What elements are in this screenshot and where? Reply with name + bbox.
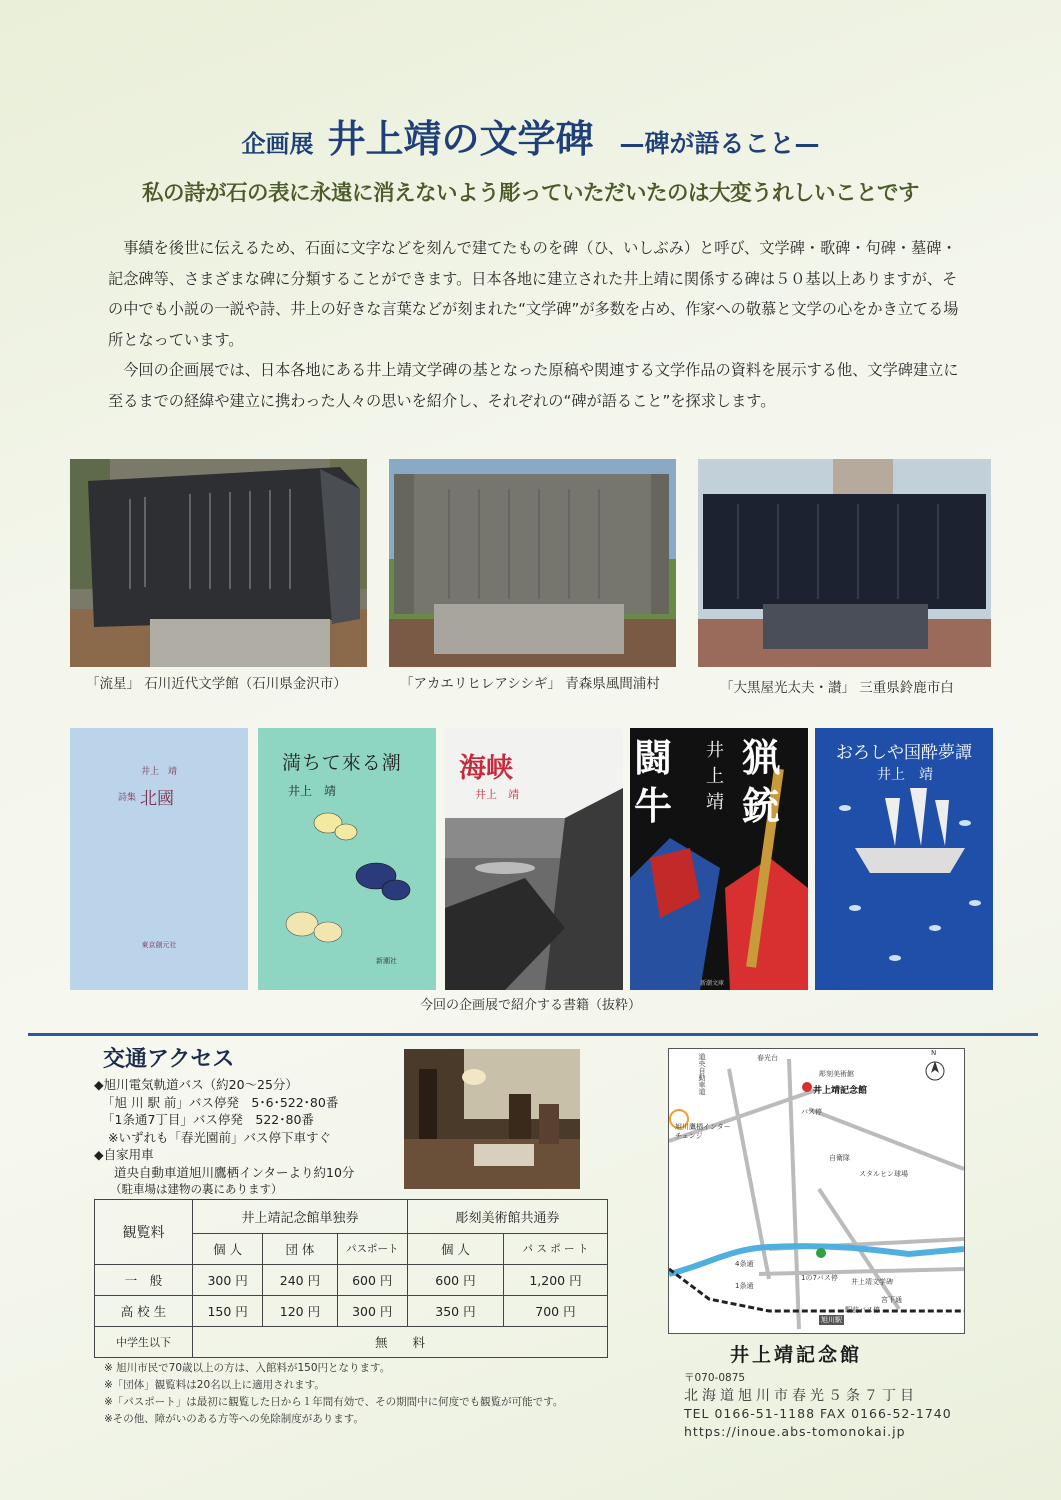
map-label-miyashita: 宮下通 [881, 1296, 902, 1304]
book-togyu-author-1: 井 [706, 740, 724, 761]
museum-contact [684, 1370, 952, 1440]
ship-illustration [815, 728, 993, 990]
book-oroshiya [815, 728, 993, 990]
book-hokkoku-publisher: 東京創元社 [141, 941, 177, 949]
book-oroshiya-author: 井上 靖 [877, 767, 933, 783]
fee-row-junior [95, 1327, 608, 1358]
map-north: N [931, 1049, 937, 1057]
map-label-jsdf: 自衛隊 [829, 1154, 850, 1162]
monument-photo-daikokuya [698, 459, 991, 667]
monument-photo-ryusei [70, 459, 367, 667]
access-line-bus-2: 「1条通7丁目」バス停発 522･80番 [102, 1112, 314, 1127]
title-subtitle: —碑が語ること— [619, 129, 820, 158]
fee-group-common: 彫刻美術館共通券 [407, 1200, 607, 1234]
fee-cell: 700 円 [503, 1296, 607, 1327]
fee-cell: 300 円 [337, 1296, 407, 1327]
fee-notes [104, 1360, 563, 1428]
note-4: ※その他、障がいのある方等への免除制度があります。 [104, 1413, 364, 1425]
book-kaikyo-title: 海峡 [459, 753, 513, 784]
book-togyu-char-2: 牛 [634, 783, 673, 828]
book-hokkoku-author: 井上 靖 [140, 767, 177, 777]
book-togyu-char-1: 闘 [634, 735, 673, 780]
map-label-expressway: 道央自動車道 [698, 1053, 706, 1095]
fee-sub-passport: パスポート [337, 1233, 407, 1264]
fee-cell: 240 円 [263, 1265, 337, 1296]
monument-photo-akaeri [389, 459, 676, 667]
museum-address: 北海道旭川市春光５条７丁目 [684, 1387, 918, 1404]
book-michite-author: 井上 靖 [288, 784, 337, 798]
access-map [668, 1048, 965, 1334]
access-list [94, 1076, 354, 1199]
book-togyu-publisher: 新潮文庫 [700, 980, 725, 987]
fee-row-highschool [95, 1296, 608, 1327]
fee-cell: 1,200 円 [503, 1265, 607, 1296]
book-togyu-ryoju [630, 728, 808, 990]
fee-cell: 300 円 [192, 1265, 262, 1296]
section-divider [28, 1033, 1038, 1036]
museum-url[interactable]: https://inoue.abs-tomonokai.jp [684, 1423, 906, 1439]
access-line-car-1: 道央自動車道旭川鷹栖インターより約10分 [114, 1164, 355, 1180]
map-label-busstop: バス停 [801, 1108, 822, 1116]
access-heading: 交通アクセス [103, 1047, 235, 1072]
book-hokkoku [70, 728, 248, 990]
access-line-bus: ◆旭川電気軌道バス（約20～25分） [94, 1077, 298, 1092]
title-prefix: 企画展 [241, 129, 314, 158]
note-2: ※「団体」観覧料は20名以上に適用されます。 [104, 1379, 325, 1391]
intro-paragraph-1: 事績を後世に伝えるため、石面に文字などを刻んで建てたものを碑（ひ、いしぶみ）と呼び、文学碑・歌碑・句碑・墓碑・記念碑等、さまざまな碑に分類することができます。日本各地に建立された井上靖に関係する碑は５０基以上ありますが、その中でも小説の一説や詩、井上の好きな言葉などが刻まれた“文学碑”が多数を占め、作家への敬慕と文学の心をかき立てる場所となっています。 [108, 239, 959, 349]
map-label-museum: 井上靖記念館 [813, 1086, 868, 1096]
book-ryoju-char-2: 銃 [742, 783, 781, 828]
fee-cell: 150 円 [192, 1296, 262, 1327]
fee-row-name: 一 般 [95, 1265, 193, 1296]
map-label-1jo: 1条通 [735, 1282, 754, 1290]
access-line-bus-note: ※いずれも「春光園前」バス停下車すぐ [108, 1129, 331, 1145]
fee-cell: 120 円 [263, 1296, 337, 1327]
book-kaikyo [445, 728, 623, 990]
fee-cell: 600 円 [407, 1265, 503, 1296]
exhibition-title [0, 108, 1061, 163]
butterfly-illustration [258, 728, 436, 990]
map-label-1no7: 1の7バス停 [801, 1274, 838, 1282]
book-togyu-author-3: 靖 [706, 792, 724, 813]
book-togyu-author [706, 738, 724, 816]
fee-sub-individual-common: 個 人 [407, 1233, 503, 1264]
fee-sub-passport-common: パ ス ポ ー ト [503, 1233, 607, 1264]
photo-caption-1: 「流星」 石川近代文学館（石川県金沢市） [86, 676, 347, 692]
book-oroshiya-title: おろしや国酔夢譚 [836, 743, 972, 763]
book-ryoju-char-1: 猟 [742, 735, 781, 780]
map-label-monument: 井上靖文学碑 [851, 1278, 893, 1286]
note-3: ※「パスポート」は最初に観覧した日から１年間有効で、その期間中に何度でも観覧が可能です。 [104, 1396, 564, 1408]
intro-text [108, 233, 968, 416]
book-kaikyo-author: 井上 靖 [475, 788, 519, 801]
photo-caption-2: 「アカエリヒレアシシギ」 青森県風間浦村 [400, 676, 660, 692]
book-hokkoku-genre: 詩集 [118, 793, 137, 803]
quote: 私の詩が石の表に永遠に消えないよう彫っていただいたのは大変うれしいことです [141, 181, 919, 206]
fee-group-single: 井上靖記念館単独券 [192, 1200, 407, 1234]
fee-label: 観覧料 [95, 1200, 193, 1265]
map-label-4jo: 4条通 [735, 1260, 754, 1268]
fee-sub-group: 団 体 [263, 1233, 337, 1264]
fee-cell: 350 円 [407, 1296, 503, 1327]
photo-caption-3: 「大黒屋光太夫・讃」 三重県鈴鹿市白 [720, 680, 954, 696]
museum-postal: 〒070-0875 [684, 1372, 746, 1384]
book-togyu-author-2: 上 [706, 766, 724, 787]
book-michite-title: 満ちて來る潮 [282, 752, 402, 774]
fee-cell: 600 円 [337, 1265, 407, 1296]
book-togyu-title [634, 734, 672, 830]
book-ryoju-title [742, 734, 780, 830]
fee-free: 無 料 [192, 1327, 607, 1358]
admission-fee-table [94, 1199, 608, 1358]
book-hokkoku-title: 北國 [140, 789, 174, 809]
map-label-stadium: スタルヒン球場 [859, 1170, 908, 1178]
fee-sub-individual: 個 人 [192, 1233, 262, 1264]
books-caption: 今回の企画展で紹介する書籍（抜粋） [419, 998, 641, 1013]
intro-paragraph-2: 今回の企画展では、日本各地にある井上靖文学碑の基となった原稿や関連する文学作品の資料を展示する他、文学碑建立に至るまでの経緯や建立に携わった人々の思いを紹介し、それぞれの“碑が語ること”を探求します。 [108, 361, 959, 410]
book-michite-kuru-shio [258, 728, 436, 990]
map-label-station-bus: 駅前バス停 [845, 1306, 880, 1314]
fee-row-name: 中学生以下 [95, 1327, 193, 1358]
map-label-ic: 旭川鷹栖インターチェンジ [675, 1123, 731, 1140]
title-main: 井上靖の文学碑 [327, 116, 594, 161]
study-room-photo [404, 1049, 580, 1189]
sea-photo [445, 728, 623, 990]
access-line-car: ◆自家用車 [94, 1147, 154, 1162]
museum-name: 井上靖記念館 [730, 1344, 863, 1366]
map-label-shunkodai: 春光台 [757, 1054, 778, 1062]
map-label-sculpture: 彫刻美術館 [819, 1070, 854, 1078]
map-label-station: 旭川駅 [821, 1316, 842, 1324]
access-line-car-note: （駐車場は建物の裏にあります） [110, 1182, 283, 1196]
book-michite-publisher: 新潮社 [376, 957, 397, 965]
note-1: ※ 旭川市民で70歳以上の方は、入館料が150円となります。 [104, 1362, 391, 1374]
access-line-bus-1: 「旭 川 駅 前」バス停発 5･6･522･80番 [102, 1094, 339, 1110]
museum-tel: TEL 0166-51-1188 FAX 0166-52-1740 [684, 1406, 952, 1421]
fee-row-general [95, 1265, 608, 1296]
fee-row-name: 高 校 生 [95, 1296, 193, 1327]
